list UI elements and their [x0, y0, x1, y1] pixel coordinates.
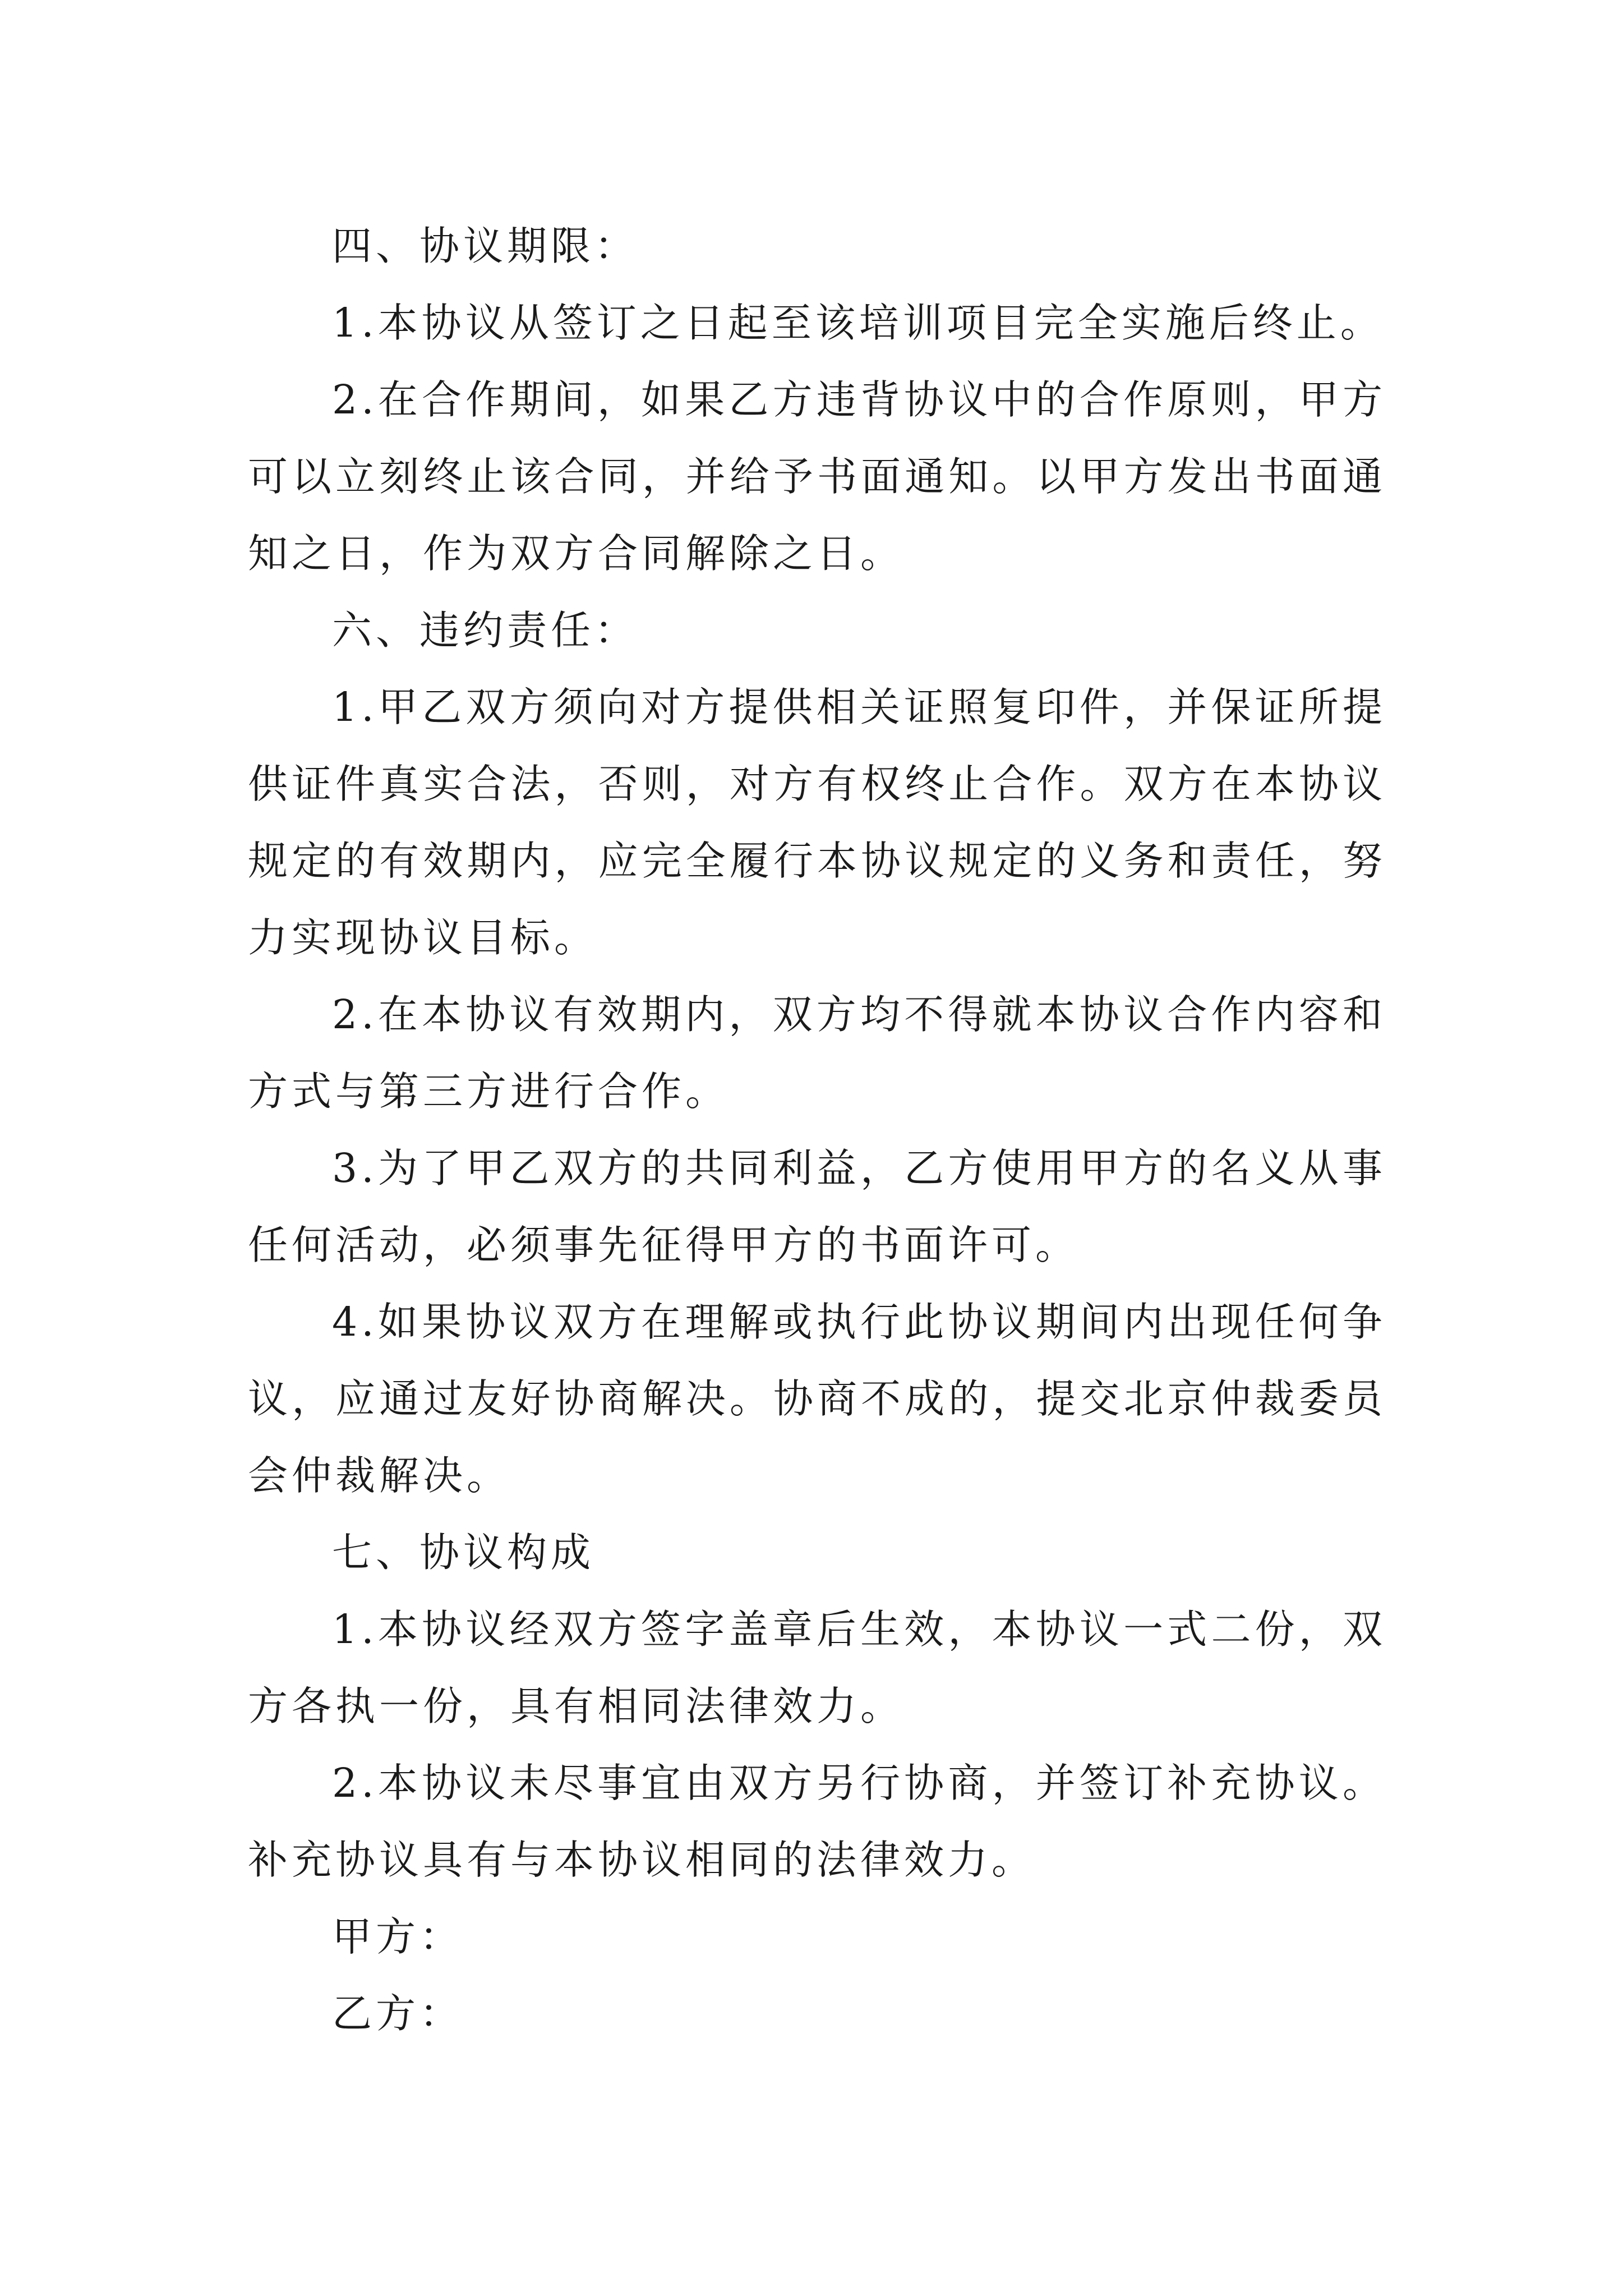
liability-clause-4: 4.如果协议双方在理解或执行此协议期间内出现任何争议，应通过友好协商解决。协商不成的，提交北京仲裁委员会仲裁解决。 — [248, 1299, 1386, 1499]
section-heading-liability: 六、违约责任： — [332, 607, 639, 654]
section-heading-composition: 七、协议构成 — [332, 1529, 595, 1576]
signature-party-b: 乙方： — [332, 1990, 464, 2037]
composition-clause-2: 2.本协议未尽事宜由双方另行协商，并签订补充协议。补充协议具有与本协议相同的法律效力。 — [248, 1760, 1386, 1883]
term-clause-1: 1.本协议从签订之日起至该培训项目完全实施后终止。 — [332, 300, 1384, 346]
composition-clause-1: 1.本协议经双方签字盖章后生效，本协议一式二份，双方各执一份，具有相同法律效力。 — [248, 1606, 1386, 1729]
liability-clause-1: 1.甲乙双方须向对方提供相关证照复印件，并保证所提供证件真实合法，否则，对方有权终止合作。双方在本协议规定的有效期内，应完全履行本协议规定的义务和责任，努力实现协议目标。 — [248, 684, 1386, 961]
liability-clause-2: 2.在本协议有效期内，双方均不得就本协议合作内容和方式与第三方进行合作。 — [248, 991, 1386, 1115]
term-clause-2: 2.在合作期间，如果乙方违背协议中的合作原则，甲方可以立刻终止该合同，并给予书面通知。以甲方发出书面通知之日，作为双方合同解除之日。 — [248, 376, 1386, 577]
signature-party-a: 甲方： — [332, 1913, 464, 1960]
section-heading-term: 四、协议期限： — [332, 223, 639, 269]
document-body — [248, 208, 1386, 2052]
liability-clause-3: 3.为了甲乙双方的共同利益，乙方使用甲方的名义从事任何活动，必须事先征得甲方的书面许可。 — [248, 1145, 1386, 1268]
